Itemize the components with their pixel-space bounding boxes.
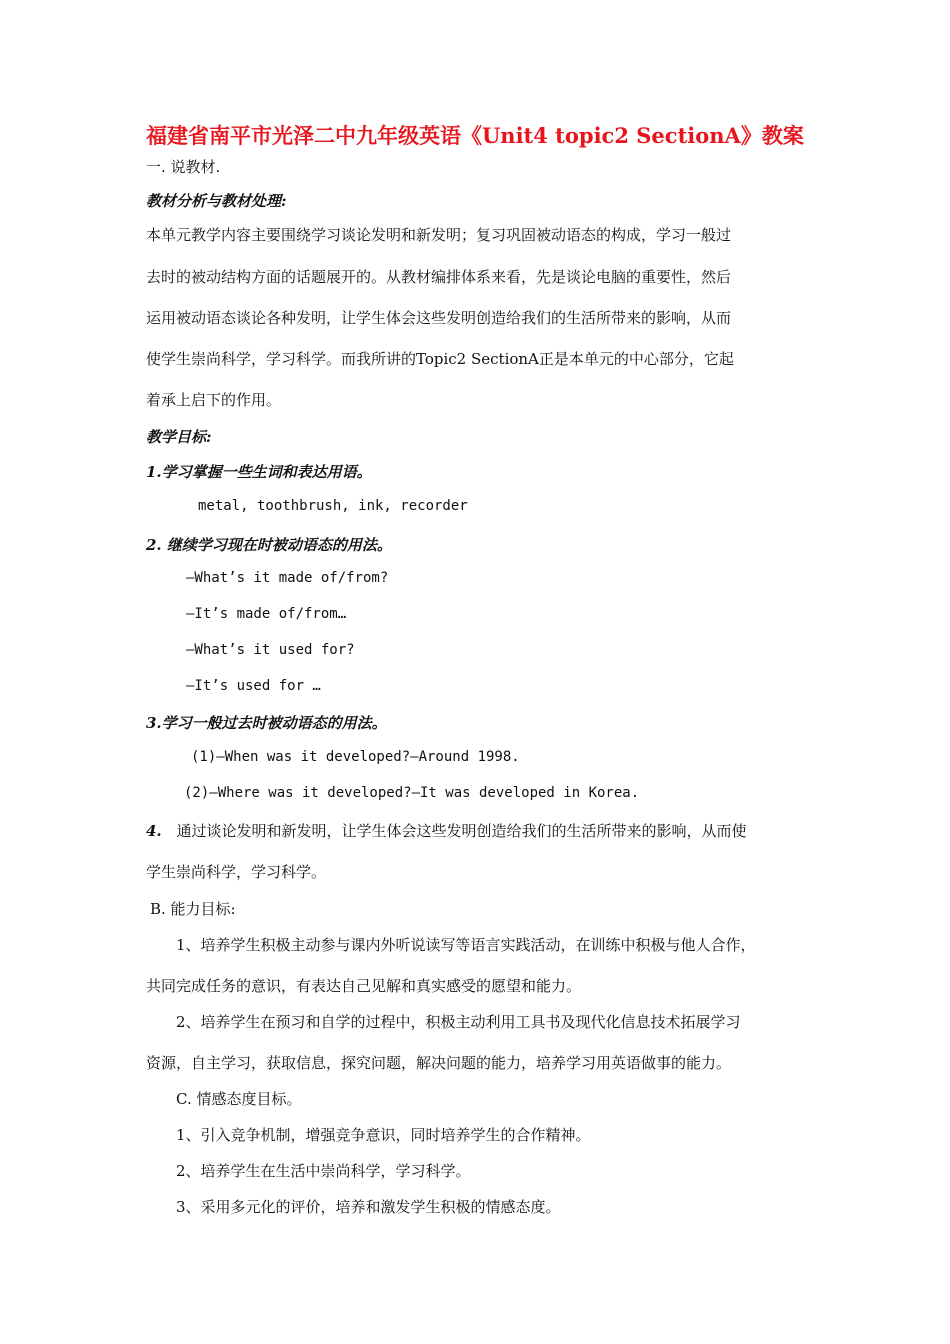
document-title: 福建省南平市光泽二中九年级英语《Unit4 topic2 SectionA》教案	[146, 123, 804, 148]
analysis-heading: 教材分析与教材处理:	[146, 192, 287, 210]
goal-item: 3.学习一般过去时被动语态的用法。	[146, 714, 387, 732]
example-line: —It’s made of/from…	[186, 606, 347, 622]
goal-item	[146, 820, 746, 841]
paragraph-line: 本单元教学内容主要围绕学习谈论发明和新发明；复习巩固被动语态的构成，学习一般过	[146, 226, 732, 244]
section-heading: 一. 说教材.	[146, 158, 221, 176]
paragraph-line: 使学生崇尚科学，学习科学。而我所讲的Topic2 SectionA正是本单元的中心部分，它起	[146, 350, 734, 368]
goal-item: 2. 继续学习现在时被动语态的用法。	[146, 536, 392, 554]
paragraph-line: 2、培养学生在预习和自学的过程中，积极主动利用工具书及现代化信息技术拓展学习	[176, 1013, 741, 1031]
paragraph-line: 2、培养学生在生活中崇尚科学，学习科学。	[176, 1162, 471, 1180]
example-line: —It’s used for …	[186, 678, 321, 694]
example-line: (2)—Where was it developed?—It was developed in Korea.	[184, 785, 640, 801]
example-line: —What’s it used for?	[186, 642, 355, 658]
goal-number: 4.	[146, 822, 162, 840]
goals-heading: 教学目标:	[146, 428, 212, 446]
paragraph-line: 1、培养学生积极主动参与课内外听说读写等语言实践活动，在训练中积极与他人合作，	[176, 936, 756, 954]
paragraph-line: 1、引入竞争机制，增强竞争意识，同时培养学生的合作精神。	[176, 1126, 591, 1144]
example-line: —What’s it made of/from?	[186, 570, 389, 586]
paragraph-line: 去时的被动结构方面的话题展开的。从教材编排体系来看，先是谈论电脑的重要性，然后	[146, 268, 732, 286]
paragraph-line: 3、采用多元化的评价，培养和激发学生积极的情感态度。	[176, 1198, 561, 1216]
goal-text: 通过谈论发明和新发明，让学生体会这些发明创造给我们的生活所带来的影响，从而使	[176, 822, 747, 840]
paragraph-line: 运用被动语态谈论各种发明，让学生体会这些发明创造给我们的生活所带来的影响，从而	[146, 309, 732, 327]
vocab-line: metal, toothbrush, ink, recorder	[198, 498, 468, 514]
goal-item: 1.学习掌握一些生词和表达用语。	[146, 463, 372, 481]
paragraph-line: 着承上启下的作用。	[146, 391, 282, 409]
example-line: (1)—When was it developed?—Around 1998.	[191, 749, 520, 765]
paragraph-line: 学生崇尚科学，学习科学。	[146, 863, 327, 881]
ability-heading: B. 能力目标:	[150, 900, 236, 918]
paragraph-line: 共同完成任务的意识，有表达自己见解和真实感受的愿望和能力。	[146, 977, 582, 995]
attitude-heading: C. 情感态度目标。	[176, 1090, 302, 1108]
paragraph-line: 资源，自主学习，获取信息，探究问题，解决问题的能力，培养学习用英语做事的能力。	[146, 1054, 732, 1072]
